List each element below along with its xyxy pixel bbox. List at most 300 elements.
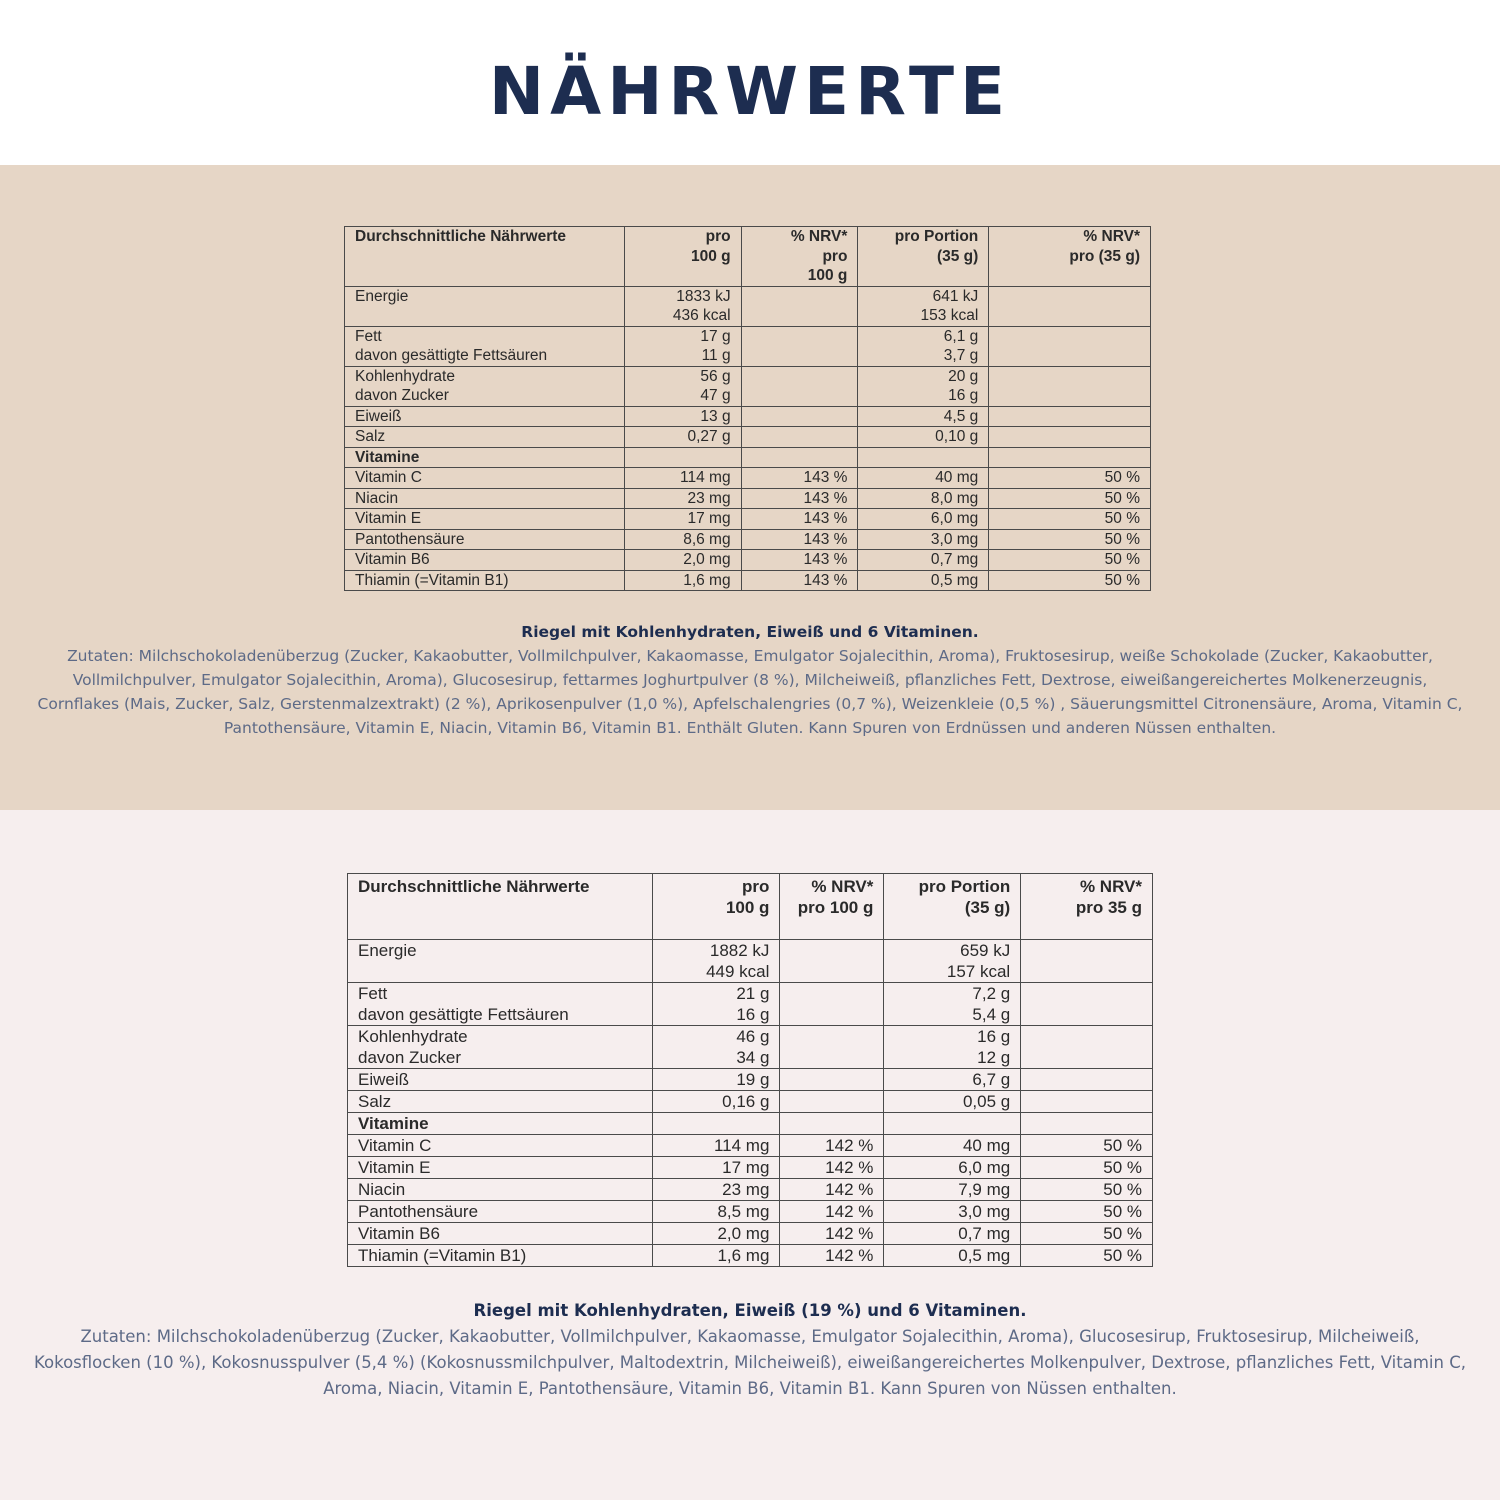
table-row — [345, 529, 1151, 550]
nrv-per-portion — [1021, 1245, 1153, 1267]
nutrient-label — [345, 488, 625, 509]
table-row — [345, 468, 1151, 489]
value-per-100g — [652, 1069, 780, 1091]
value-per-100g — [652, 1113, 780, 1135]
nrv-per-portion — [989, 488, 1151, 509]
nrv-per-100g — [741, 447, 858, 468]
nrv-per-portion-text — [1031, 1069, 1142, 1090]
nutrient-label-text — [355, 306, 614, 326]
nutrient-label-text: Eiweiß — [355, 407, 402, 425]
header-per-100g — [652, 874, 780, 940]
nrv-per-portion-text: 50 % — [1103, 1158, 1142, 1177]
nrv-per-100g-text — [752, 448, 848, 468]
nrv-per-100g — [741, 427, 858, 448]
nrv-per-portion-text — [999, 287, 1140, 307]
value-per-100g — [652, 1223, 780, 1245]
nrv-per-100g-text: 142 % — [825, 1202, 874, 1221]
nutrient-label — [348, 1091, 653, 1113]
nutrient-label — [348, 1113, 653, 1135]
nrv-per-100g — [741, 509, 858, 530]
nutrient-label — [348, 1179, 653, 1201]
value-per-portion — [884, 1135, 1021, 1157]
value-per-portion-text: 157 kcal — [946, 962, 1011, 981]
table-row — [348, 1069, 1153, 1091]
value-per-portion-text: 16 g — [977, 1027, 1011, 1046]
value-per-portion — [884, 1069, 1021, 1091]
nrv-per-portion-text: 50 % — [1103, 1136, 1142, 1155]
nrv-per-portion — [1021, 1026, 1153, 1069]
nrv-per-portion — [989, 570, 1151, 591]
header-per-portion-text: (35 g) — [964, 898, 1011, 917]
value-per-portion-text: 3,0 mg — [958, 1202, 1011, 1221]
header-per-portion-text: (35 g) — [936, 247, 979, 265]
nrv-per-portion-text — [1031, 940, 1142, 961]
value-per-100g — [624, 286, 741, 326]
value-per-portion-text: 7,2 g — [972, 984, 1011, 1003]
nrv-per-portion-text: 50 % — [1104, 469, 1140, 486]
value-per-100g — [624, 488, 741, 509]
value-per-portion-text: 6,7 g — [972, 1070, 1011, 1089]
nutrient-label — [348, 1157, 653, 1179]
value-per-portion-text — [868, 448, 978, 468]
value-per-100g — [624, 406, 741, 427]
header-nutrient — [345, 227, 625, 287]
value-per-portion-text: 153 kcal — [920, 307, 979, 324]
nutrient-label — [348, 940, 653, 983]
header-nrv-portion-text: % NRV* — [1079, 877, 1142, 896]
table-header-row — [345, 227, 1151, 287]
nutrient-label — [345, 427, 625, 448]
table-row — [348, 1179, 1153, 1201]
header-nrv-100g — [741, 227, 858, 287]
value-per-portion — [884, 1179, 1021, 1201]
nrv-per-100g — [780, 1069, 884, 1091]
value-per-portion — [884, 1113, 1021, 1135]
nrv-per-100g-text — [752, 367, 848, 387]
value-per-portion — [858, 326, 989, 366]
nutrient-label — [348, 1069, 653, 1091]
nutrient-label — [345, 529, 625, 550]
value-per-100g — [652, 1245, 780, 1267]
value-per-100g-text: 114 mg — [713, 1136, 770, 1155]
value-per-100g-text: 47 g — [700, 387, 731, 404]
value-per-portion-text: 7,9 mg — [958, 1180, 1011, 1199]
value-per-portion — [884, 1223, 1021, 1245]
value-per-portion-text: 12 g — [977, 1048, 1011, 1067]
nrv-per-portion — [1021, 1091, 1153, 1113]
header-per-100g-text: 100 g — [725, 898, 770, 917]
nutrient-label — [348, 983, 653, 1026]
nrv-per-portion — [1021, 1113, 1153, 1135]
nrv-per-100g-text — [752, 407, 848, 427]
nutrient-label-text: Vitamin E — [355, 510, 422, 527]
nrv-per-100g-text: 142 % — [825, 1136, 874, 1155]
value-per-100g — [652, 1201, 780, 1223]
header-per-100g-text: pro — [742, 877, 770, 896]
nutrition-table — [344, 226, 1151, 591]
value-per-portion — [858, 366, 989, 406]
nrv-per-100g — [741, 488, 858, 509]
table-row — [348, 1026, 1153, 1069]
nutrient-label-text: Eiweiß — [358, 1070, 410, 1089]
header — [0, 0, 1500, 165]
nrv-per-portion — [989, 509, 1151, 530]
value-per-portion — [884, 1201, 1021, 1223]
value-per-portion — [858, 488, 989, 509]
value-per-100g-text: 114 mg — [680, 469, 731, 486]
value-per-100g-text: 0,27 g — [687, 428, 731, 445]
nrv-per-portion — [989, 427, 1151, 448]
value-per-portion-text: 3,0 mg — [930, 530, 979, 548]
value-per-100g-text: 0,16 g — [722, 1092, 770, 1111]
nutrient-label — [345, 509, 625, 530]
value-per-100g-text: 2,0 mg — [683, 551, 731, 568]
nrv-per-portion — [1021, 940, 1153, 983]
nrv-per-portion-text — [999, 427, 1140, 447]
nrv-per-100g-text — [752, 427, 848, 447]
nrv-per-100g-text — [790, 983, 873, 1004]
nrv-per-100g — [741, 286, 858, 326]
table-row — [348, 1223, 1153, 1245]
nrv-per-portion-text — [999, 367, 1140, 387]
nrv-per-portion — [1021, 1179, 1153, 1201]
nutrient-label-text: Vitamine — [355, 448, 420, 466]
nrv-per-portion-text: 50 % — [1104, 551, 1140, 568]
value-per-portion-text: 0,5 mg — [930, 571, 979, 589]
value-per-100g — [652, 1026, 780, 1069]
nrv-per-portion — [1021, 1157, 1153, 1179]
value-per-portion-text: 6,0 mg — [958, 1158, 1011, 1177]
nutrient-label-text: Vitamin E — [358, 1158, 431, 1177]
value-per-portion-text: 0,7 mg — [930, 551, 979, 568]
nrv-per-100g-text — [752, 287, 848, 307]
ingredients-text: Zutaten: Milchschokoladenüberzug (Zucker, Kakaobutter, Vollmilchpulver, Kakaomasse, Emulgator Sojalecithin, Aroma), Fruktosesirup, weiße Schokolade (Zucker, Kakaobutter, Vollmilchpulver, Emulgator Sojalecithin, Aroma), Glucosesirup, fettarmes Joghurtpulver (8 %), Milcheiweiß, pflanzliches Fett, Dextrose, eiweißangereichertes Molkenerzeugnis, Cornflakes (Mais, Zucker, Salz, Gerstenmalzextrakt) (2 %), Aprikosenpulver (1,0 %), Apfelschalengries (0,7 %), Weizenkleie (0,5 %) , Säuerungsmittel Citronensäure, Aroma, Vitamin C, Pantothensäure, Vitamin E, Niacin, Vitamin B6, Vitamin B1. Enthält Gluten. Kann Spuren von Erdnüssen und anderen Nüssen enthalten. — [37, 647, 1463, 737]
value-per-portion — [858, 286, 989, 326]
header-nutrient-text: Durchschnittliche Nährwerte — [358, 877, 590, 896]
nrv-per-portion-text: 50 % — [1103, 1246, 1142, 1265]
table-row — [345, 509, 1151, 530]
nrv-per-portion-text — [1031, 1113, 1142, 1134]
nutrient-label-text: Thiamin (=Vitamin B1) — [355, 571, 509, 589]
value-per-portion-text: 0,10 g — [935, 428, 979, 445]
nutrient-label-text: Niacin — [355, 489, 399, 507]
nutrition-section-2 — [0, 810, 1500, 1500]
value-per-100g-text: 34 g — [736, 1048, 770, 1067]
value-per-portion — [884, 1091, 1021, 1113]
nrv-per-100g — [780, 940, 884, 983]
product-description — [30, 620, 1470, 740]
value-per-portion-text: 659 kJ — [960, 941, 1011, 960]
nrv-per-portion-text: 50 % — [1103, 1224, 1142, 1243]
table-row — [348, 1091, 1153, 1113]
value-per-100g-text: 17 mg — [687, 510, 731, 527]
nutrient-label — [345, 570, 625, 591]
value-per-100g — [652, 1179, 780, 1201]
value-per-100g — [652, 1157, 780, 1179]
nrv-per-100g — [780, 1201, 884, 1223]
nutrient-label — [345, 326, 625, 366]
header-nrv-100g — [780, 874, 884, 940]
value-per-portion-text: 6,0 mg — [930, 510, 979, 527]
value-per-portion — [858, 550, 989, 571]
nrv-per-100g-text: 143 % — [803, 551, 848, 568]
value-per-portion-text: 16 g — [948, 387, 979, 404]
value-per-100g — [624, 529, 741, 550]
value-per-100g-text: 1,6 mg — [717, 1246, 770, 1265]
nrv-per-100g — [780, 1179, 884, 1201]
value-per-100g-text: 8,6 mg — [683, 530, 731, 548]
value-per-100g — [624, 427, 741, 448]
nrv-per-portion-text — [1031, 1026, 1142, 1047]
nrv-per-100g-text: 142 % — [825, 1158, 874, 1177]
value-per-portion-text: 0,5 mg — [958, 1246, 1011, 1265]
table-row — [348, 1201, 1153, 1223]
value-per-100g — [624, 468, 741, 489]
nrv-per-portion — [1021, 1201, 1153, 1223]
table-section-row — [348, 1113, 1153, 1135]
nrv-per-portion — [989, 550, 1151, 571]
nutrient-label-text: davon Zucker — [355, 387, 449, 404]
nutrient-label-text: Salz — [355, 428, 386, 445]
nutrient-label — [345, 286, 625, 326]
nrv-per-100g-text: 143 % — [803, 530, 848, 548]
nrv-per-100g — [780, 1113, 884, 1135]
value-per-100g-text — [635, 448, 731, 468]
value-per-portion — [858, 406, 989, 427]
value-per-100g — [624, 366, 741, 406]
header-nrv-100g-text: % NRV* — [811, 877, 874, 896]
header-per-portion — [884, 874, 1021, 940]
nrv-per-100g — [741, 406, 858, 427]
nrv-per-portion-text — [999, 327, 1140, 347]
value-per-100g-text: 2,0 mg — [717, 1224, 770, 1243]
header-nrv-portion-text: % NRV* — [1083, 228, 1140, 245]
header-nrv-portion — [1021, 874, 1153, 940]
value-per-portion — [884, 940, 1021, 983]
nutrient-label-text — [358, 961, 642, 982]
value-per-100g-text: 17 g — [700, 327, 731, 345]
value-per-100g-text: 8,5 mg — [717, 1202, 770, 1221]
nrv-per-portion — [1021, 1223, 1153, 1245]
value-per-100g-text: 1,6 mg — [683, 571, 731, 589]
value-per-portion-text: 4,5 g — [943, 407, 979, 425]
value-per-100g — [624, 447, 741, 468]
table-row — [348, 1157, 1153, 1179]
value-per-100g-text: 11 g — [701, 347, 731, 364]
value-per-portion-text: 641 kJ — [932, 287, 979, 305]
nrv-per-100g-text — [790, 1113, 873, 1134]
nutrient-label — [345, 406, 625, 427]
nutrient-label — [348, 1223, 653, 1245]
header-nrv-portion-text: pro (35 g) — [1069, 247, 1140, 265]
header-per-portion-text: pro Portion — [894, 228, 979, 245]
nutrient-label — [348, 1026, 653, 1069]
table-row — [345, 550, 1151, 571]
value-per-100g-text: 13 g — [700, 407, 731, 425]
nrv-per-100g — [780, 1026, 884, 1069]
nrv-per-portion-text — [999, 448, 1140, 468]
value-per-100g-text: 19 g — [736, 1070, 770, 1089]
nrv-per-100g — [780, 1223, 884, 1245]
value-per-100g — [652, 1091, 780, 1113]
value-per-portion — [858, 468, 989, 489]
value-per-portion — [858, 570, 989, 591]
nrv-per-portion — [1021, 983, 1153, 1026]
nrv-per-100g-text: 143 % — [803, 571, 848, 589]
header-nrv-100g-text: pro — [822, 247, 848, 265]
nutrient-label — [348, 1135, 653, 1157]
header-per-portion-text: pro Portion — [918, 877, 1011, 896]
nutrient-label-text: Kohlenhydrate — [355, 367, 455, 385]
nrv-per-portion — [1021, 1135, 1153, 1157]
value-per-portion — [858, 529, 989, 550]
nutrient-label-text: Energie — [355, 287, 409, 305]
value-per-100g-text: 16 g — [736, 1005, 770, 1024]
value-per-portion-text: 40 mg — [962, 1136, 1011, 1155]
value-per-portion-text: 0,7 mg — [958, 1224, 1011, 1243]
value-per-portion — [858, 427, 989, 448]
value-per-portion — [884, 1245, 1021, 1267]
nrv-per-portion-text — [1031, 1091, 1142, 1112]
value-per-100g — [624, 509, 741, 530]
nutrient-label-text: davon Zucker — [358, 1048, 461, 1067]
nutrient-label — [348, 1201, 653, 1223]
table-row — [348, 983, 1153, 1026]
nrv-per-100g — [780, 1245, 884, 1267]
nrv-per-100g-text: 142 % — [825, 1180, 874, 1199]
nutrient-label-text: Vitamin C — [355, 469, 422, 486]
nutrient-label-text: Salz — [358, 1092, 392, 1111]
header-nrv-100g-text: 100 g — [807, 267, 848, 284]
value-per-portion-text: 3,7 g — [943, 347, 979, 364]
value-per-100g-text: 436 kcal — [672, 307, 731, 324]
value-per-100g — [652, 983, 780, 1026]
nutrient-label-text: Kohlenhydrate — [358, 1027, 468, 1046]
header-nrv-portion — [989, 227, 1151, 287]
nrv-per-100g-text: 143 % — [803, 489, 848, 507]
nrv-per-100g-text — [790, 940, 873, 961]
nutrition-section-1 — [0, 165, 1500, 810]
nutrient-label — [345, 468, 625, 489]
nrv-per-100g-text — [752, 327, 848, 347]
page-title: NÄHRWERTE — [488, 53, 1012, 130]
nrv-per-portion-text: 50 % — [1104, 510, 1140, 527]
table-row — [345, 366, 1151, 406]
nrv-per-100g — [780, 983, 884, 1026]
nutrient-label-text: Pantothensäure — [358, 1202, 479, 1221]
table-row — [345, 570, 1151, 591]
value-per-100g-text: 56 g — [700, 367, 731, 385]
value-per-100g — [624, 570, 741, 591]
nrv-per-100g — [780, 1091, 884, 1113]
header-nrv-100g-text: % NRV* — [790, 228, 848, 245]
nutrient-label-text: Energie — [358, 941, 417, 960]
value-per-portion — [884, 1157, 1021, 1179]
nrv-per-100g-text — [790, 1026, 873, 1047]
nutrient-label-text: Thiamin (=Vitamin B1) — [358, 1246, 527, 1265]
value-per-100g — [652, 1135, 780, 1157]
nrv-per-portion-text: 50 % — [1103, 1180, 1142, 1199]
nutrient-label-text: Vitamin B6 — [358, 1224, 440, 1243]
header-per-portion — [858, 227, 989, 287]
value-per-portion — [858, 447, 989, 468]
value-per-100g-text: 1882 kJ — [709, 941, 770, 960]
value-per-portion — [884, 983, 1021, 1026]
table-row — [348, 1135, 1153, 1157]
nutrient-label-text: Fett — [355, 327, 382, 345]
value-per-portion-text: 8,0 mg — [930, 489, 979, 507]
header-per-100g — [624, 227, 741, 287]
value-per-100g — [624, 550, 741, 571]
nrv-per-portion — [989, 468, 1151, 489]
header-per-100g-text: 100 g — [690, 247, 731, 265]
header-nrv-portion-text: pro 35 g — [1075, 898, 1142, 917]
nrv-per-portion — [989, 529, 1151, 550]
product-description — [30, 1298, 1470, 1402]
nrv-per-100g-text: 143 % — [803, 510, 848, 527]
table-row — [345, 488, 1151, 509]
value-per-100g-text: 449 kcal — [706, 962, 770, 981]
nutrition-table — [347, 873, 1153, 1267]
nrv-per-100g-text: 143 % — [803, 469, 848, 486]
nutrient-label — [345, 366, 625, 406]
header-nrv-100g-text: pro 100 g — [797, 898, 874, 917]
nutrient-label-text: Pantothensäure — [355, 530, 465, 548]
value-per-100g-text: 17 mg — [722, 1158, 770, 1177]
header-nutrient-text: Durchschnittliche Nährwerte — [355, 228, 567, 245]
nutrient-label-text: Niacin — [358, 1180, 406, 1199]
nrv-per-100g-text: 142 % — [825, 1246, 874, 1265]
nrv-per-100g-text — [790, 1091, 873, 1112]
nrv-per-portion — [989, 326, 1151, 366]
nutrient-label-text: Vitamine — [358, 1114, 429, 1133]
nrv-per-100g — [741, 550, 858, 571]
product-subtitle: Riegel mit Kohlenhydraten, Eiweiß und 6 Vitaminen. — [521, 623, 979, 641]
value-per-portion-text: 6,1 g — [943, 327, 979, 345]
header-nutrient — [348, 874, 653, 940]
table-header-row — [348, 874, 1153, 940]
nutrient-label-text: davon gesättigte Fettsäuren — [355, 347, 548, 364]
product-subtitle: Riegel mit Kohlenhydraten, Eiweiß (19 %) und 6 Vitaminen. — [473, 1301, 1027, 1320]
table-row — [345, 406, 1151, 427]
ingredients-text: Zutaten: Milchschokoladenüberzug (Zucker, Kakaobutter, Vollmilchpulver, Kakaomasse, Emulgator Sojalecithin, Aroma), Glucosesirup, Fruktosesirup, Milcheiweiß, Kokosflocken (10 %), Kokosnusspulver (5,4 %) (Kokosnussmilchpulver, Maltodextrin, Milcheiweiß), eiweißangereichertes Molkenpulver, Dextrose, pflanzliches Fett, Vitamin C, Aroma, Niacin, Vitamin E, Pantothensäure, Vitamin B6, Vitamin B1. Kann Spuren von Nüssen enthalten. — [34, 1327, 1466, 1398]
nrv-per-100g — [780, 1157, 884, 1179]
value-per-portion-text: 20 g — [948, 367, 979, 385]
nrv-per-portion-text: 50 % — [1104, 530, 1140, 548]
nrv-per-portion — [989, 406, 1151, 427]
value-per-portion — [858, 509, 989, 530]
value-per-portion-text: 40 mg — [935, 469, 979, 486]
nrv-per-portion — [989, 366, 1151, 406]
nrv-per-100g — [741, 366, 858, 406]
nrv-per-100g-text — [790, 1069, 873, 1090]
table-section-row — [345, 447, 1151, 468]
nrv-per-100g — [741, 570, 858, 591]
nrv-per-portion — [989, 447, 1151, 468]
nrv-per-portion — [1021, 1069, 1153, 1091]
value-per-portion-text — [894, 1113, 1010, 1134]
value-per-portion — [884, 1026, 1021, 1069]
value-per-100g-text: 1833 kJ — [676, 287, 731, 305]
nrv-per-100g — [741, 326, 858, 366]
value-per-100g-text — [663, 1113, 770, 1134]
nrv-per-portion-text: 50 % — [1103, 1202, 1142, 1221]
nrv-per-portion — [989, 286, 1151, 326]
nutrient-label-text: Vitamin C — [358, 1136, 432, 1155]
nutrient-label — [348, 1245, 653, 1267]
nrv-per-100g — [741, 468, 858, 489]
value-per-100g-text: 23 mg — [687, 489, 731, 507]
